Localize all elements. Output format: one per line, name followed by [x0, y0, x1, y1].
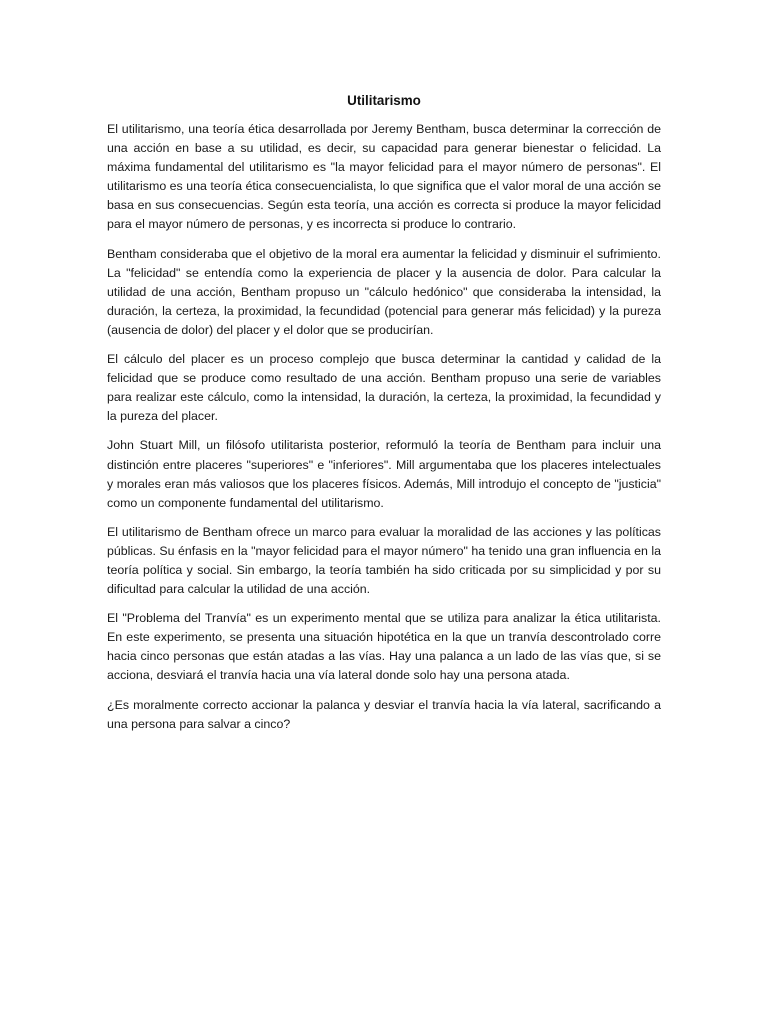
document-body: [107, 120, 661, 744]
paragraph-trolley-problem: El "Problema del Tranvía" es un experimento mental que se utiliza para analizar la ética utilitarista. En este experimento, se presenta una situación hipotética en la que un tranvía descontrolado corre hacia cinco personas que están atadas a las vías. Hay una palanca a un lado de las vías que, si se acciona, desviará el tranvía hacia una vía lateral donde solo hay una persona atada.: [107, 611, 661, 683]
paragraph-hedonic-calculus: El cálculo del placer es un proceso complejo que busca determinar la cantidad y calidad de la felicidad que se produce como resultado de una acción. Bentham propuso una serie de variables para realizar este cálculo, como la intensidad, la duración, la certeza, la proximidad, la fecundidad y la pureza del placer.: [107, 352, 661, 424]
paragraph-evaluation: El utilitarismo de Bentham ofrece un marco para evaluar la moralidad de las acciones y las políticas públicas. Su énfasis en la "mayor felicidad para el mayor número" ha tenido una gran influencia en la teoría política y social. Sin embargo, la teoría también ha sido criticada por su simplicidad y por su dificultad para calcular la utilidad de una acción.: [107, 524, 661, 597]
paragraph-bentham-happiness: Bentham consideraba que el objetivo de la moral era aumentar la felicidad y disminuir el sufrimiento. La "felicidad" se entendía como la experiencia de placer y la ausencia de dolor. Para calcular la utilidad de una acción, Bentham propuso un "cálculo hedónico" que consideraba la intensidad, la duración, la certeza, la proximidad, la fecundidad (potencial para generar más felicidad) y la pureza (ausencia de dolor) del placer y el dolor que se producirían.: [107, 246, 661, 337]
paragraph-intro: El utilitarismo, una teoría ética desarrollada por Jeremy Bentham, busca determinar la corrección de una acción en base a su utilidad, es decir, su capacidad para generar bienestar o felicidad. La máxima fundamental del utilitarismo es "la mayor felicidad para el mayor número de personas". El utilitarismo es una teoría ética consecuencialista, lo que significa que el valor moral de una acción se basa en sus consecuencias. Según esta teoría, una acción es correcta si produce la mayor felicidad para el mayor número de personas, y es incorrecta si produce lo contrario.: [107, 122, 661, 232]
document-title: Utilitarismo: [347, 93, 421, 108]
paragraph-mill: John Stuart Mill, un filósofo utilitarista posterior, reformuló la teoría de Bentham para incluir una distinción entre placeres "superiores" e "inferiores". Mill argumentaba que los placeres intelectuales y morales eran más valiosos que los placeres físicos. Además, Mill introdujo el concepto de "justicia" como un componente fundamental del utilitarismo.: [107, 438, 661, 510]
paragraph-question: ¿Es moralmente correcto accionar la palanca y desviar el tranvía hacia la vía lateral, sacrificando a una persona para salvar a cinco?: [107, 697, 661, 731]
